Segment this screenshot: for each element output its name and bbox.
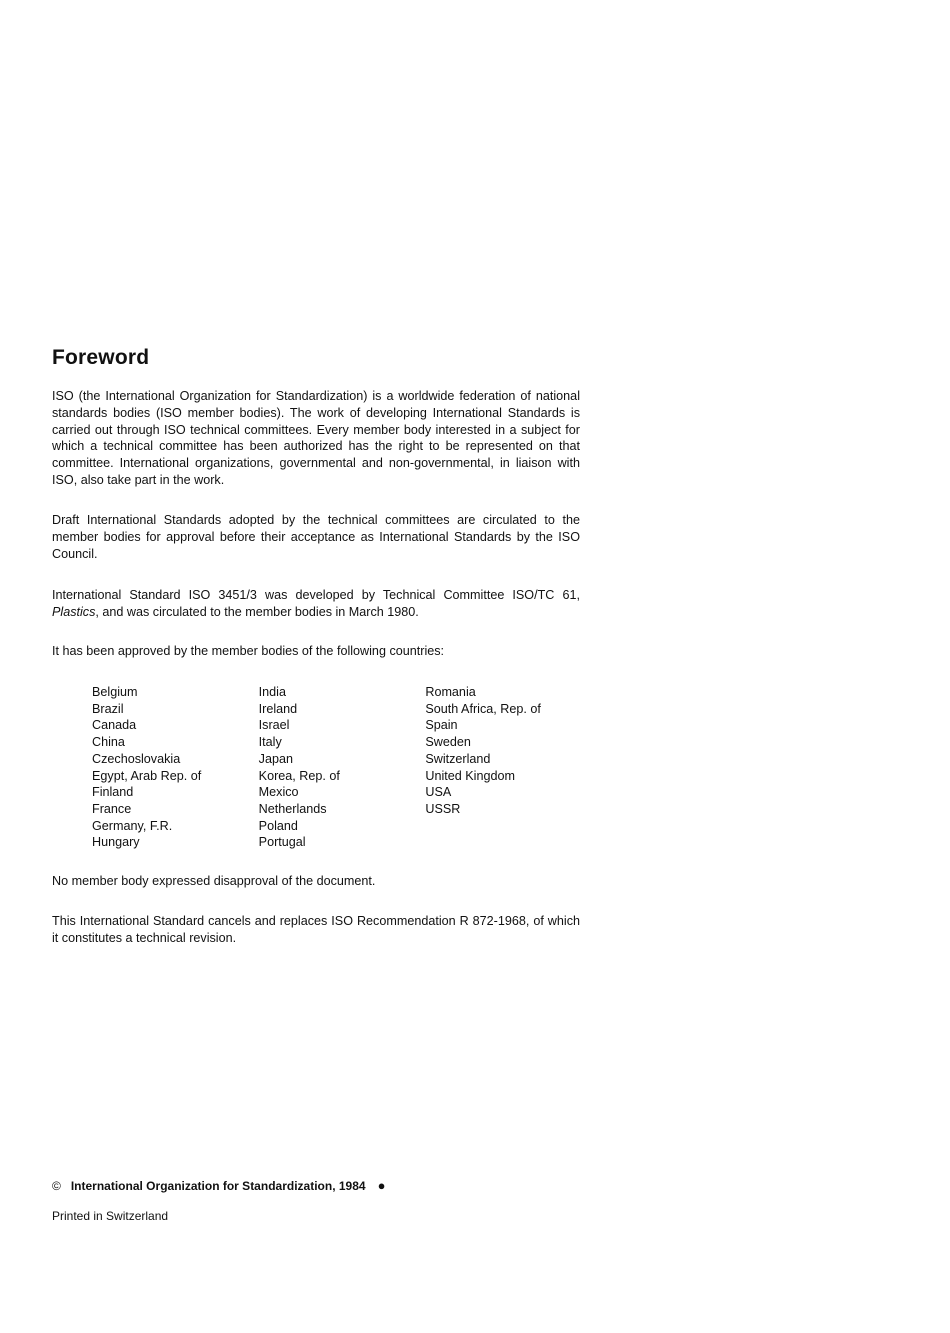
country-item: Switzerland <box>425 751 491 766</box>
development-text-after: , and was circulated to the member bodies in March 1980. <box>95 604 419 619</box>
country-item: Portugal <box>258 835 306 850</box>
paragraph-draft-standards: Draft International Standards adopted by the technical committees are circulated to the member bodies for approval before their acceptance as International Standards by the ISO Council. <box>52 513 580 561</box>
copyright-icon: © <box>52 1179 61 1193</box>
country-item: Romania <box>425 685 476 699</box>
country-item: Ireland <box>258 701 298 716</box>
copyright-text: International Organization for Standardization, 1984 <box>70 1179 366 1193</box>
countries-column-1 <box>92 684 259 851</box>
countries-column-3 <box>425 684 592 851</box>
country-item: Netherlands <box>258 801 327 816</box>
country-item: Italy <box>258 735 282 750</box>
country-item: Czechoslovakia <box>92 751 181 766</box>
country-item: Korea, Rep. of <box>258 768 340 783</box>
country-item: Germany, F.R. <box>92 818 173 833</box>
country-item: Poland <box>258 818 298 833</box>
paragraph-approval: It has been approved by the member bodies of the following countries: <box>52 644 445 658</box>
paragraph-iso-intro: ISO (the International Organization for Standardization) is a worldwide federation of national standards bodies (ISO member bodies). The work of developing International Standards is carried out through ISO technical committees. Every member body interested in a subject for which a technical committee has been authorized has the right to be represented on that committee. International organizations, governmental and non-governmental, in liaison with ISO, also take part in the work. <box>52 389 580 487</box>
country-item: Israel <box>258 718 290 733</box>
country-item: Finland <box>92 785 134 800</box>
copyright-line <box>52 1178 385 1193</box>
bullet-icon: ● <box>377 1178 386 1193</box>
printed-in: Printed in Switzerland <box>52 1209 169 1223</box>
country-item: Canada <box>92 718 137 733</box>
country-item: United Kingdom <box>425 768 515 783</box>
page-title: Foreword <box>52 346 150 369</box>
country-item: Spain <box>425 718 458 733</box>
development-text-before: International Standard ISO 3451/3 was developed by Technical Committee ISO/TC 61, <box>52 588 580 602</box>
paragraph-replaces: This International Standard cancels and replaces ISO Recommendation R 872-1968, of which it constitutes a technical revision. <box>52 914 580 945</box>
country-item: France <box>92 801 132 816</box>
country-item: Belgium <box>92 685 138 699</box>
paragraph-development <box>52 587 580 621</box>
country-item: Hungary <box>92 835 140 850</box>
country-item: India <box>258 685 286 699</box>
country-item: Egypt, Arab Rep. of <box>92 768 202 783</box>
country-item: China <box>92 735 125 750</box>
countries-column-2 <box>259 684 426 851</box>
country-item: Sweden <box>425 735 471 750</box>
committee-name-italic: Plastics <box>52 604 96 619</box>
country-item: USSR <box>425 801 461 816</box>
paragraph-no-disapproval: No member body expressed disapproval of the document. <box>52 874 376 888</box>
country-item: USA <box>425 785 452 800</box>
country-item: Brazil <box>92 701 124 716</box>
countries-list <box>92 684 592 851</box>
country-item: Mexico <box>258 785 299 800</box>
country-item: South Africa, Rep. of <box>425 701 541 716</box>
country-item: Japan <box>258 751 293 766</box>
